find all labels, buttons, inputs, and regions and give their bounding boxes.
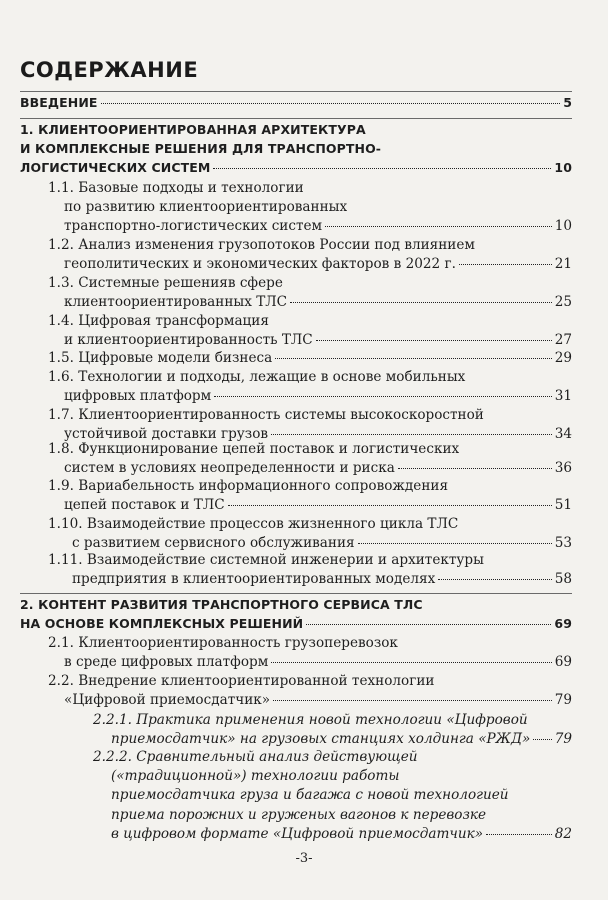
toc-page-number: 79 [554,731,572,748]
toc-entry-title: транспортно-логистических систем [64,218,323,235]
toc-page-number: 31 [554,388,572,405]
toc-entry-title: геополитических и экономических факторов в 2022 г. [64,256,456,273]
toc-entry-1-2[interactable] [48,236,572,274]
toc-entry-1-1[interactable] [48,179,572,237]
dot-leader [306,624,551,625]
dot-leader [486,834,552,835]
toc-entry-title: клиентоориентированных ТЛС [64,294,288,311]
toc-entry-intro[interactable] [20,93,572,112]
toc-entry-title: 2.2.1. Практика применения новой технологии «Цифровой [93,712,528,728]
divider [20,593,572,594]
toc-entry-title: с развитием сервисного обслуживания [72,535,355,552]
toc-entry-1-8[interactable] [48,440,572,478]
toc-entry-title: И КОМПЛЕКСНЫЕ РЕШЕНИЯ ДЛЯ ТРАНСПОРТНО- [20,141,382,157]
toc-entry-1-9[interactable] [48,477,572,515]
toc-entry-1-6[interactable] [48,368,572,406]
dot-leader [228,505,552,506]
toc-entry-title: 1.8. Функционирование цепей поставок и логистических [48,441,460,457]
page-number: -3- [295,851,313,866]
toc-entry-title: и клиентоориентированность ТЛС [64,332,313,349]
toc-entry-title: («традиционной») технологии работы [111,768,400,785]
toc-entry-title: 1.1. Базовые подходы и технологии [48,180,304,196]
toc-page-number: 29 [554,350,572,366]
toc-page-number: 21 [554,256,572,273]
toc-entry-title: приемосдатчика груза и багажа с новой технологией [111,787,509,804]
toc-page-number: 5 [563,95,572,110]
dot-leader [398,468,552,469]
toc-entry-title: 1.11. Взаимодействие системной инженерии и архитектуры [48,552,484,568]
toc-page-number: 10 [554,218,572,235]
toc-page-number: 25 [554,294,572,311]
toc-entry-title: цепей поставок и ТЛС [64,497,225,514]
toc-page-number: 51 [554,497,572,514]
toc-entry-1-4[interactable] [48,312,572,350]
toc-entry-title: систем в условиях неопределенности и риска [64,460,395,477]
toc-entry-title: ЛОГИСТИЧЕСКИХ СИСТЕМ [20,160,211,176]
dot-leader [271,434,552,435]
toc-entry-1-11[interactable] [48,551,572,589]
toc-entry-chapter-2[interactable] [20,595,572,633]
toc-entry-title: 1.7. Клиентоориентированность системы высокоскоростной [48,407,484,423]
toc-page-number: 58 [554,571,572,588]
toc-entry-title: предприятия в клиентоориентированных моделях [72,571,436,588]
divider [20,118,572,119]
toc-page-number: 82 [554,825,572,842]
toc-page-number: 10 [554,160,572,176]
toc-entry-title: по развитию клиентоориентированных [64,199,348,216]
toc-entry-title: 1.3. Системные решенияв сфере [48,275,283,291]
toc-entry-title: устойчивой доставки грузов [64,426,269,443]
toc-entry-title: 2.1. Клиентоориентированность грузоперевозок [48,635,398,651]
toc-entry-title: «Цифровой приемосдатчик» [64,692,271,709]
toc-entry-title: 2.2.2. Сравнительный анализ действующей [93,749,418,765]
dot-leader [271,662,551,663]
toc-entry-title: цифровых платформ [64,388,212,405]
dot-leader [358,543,552,544]
toc-page-number: 53 [554,535,572,552]
toc-page-number: 27 [554,332,572,349]
toc-page-number: 79 [554,692,572,709]
dot-leader [275,358,551,359]
toc-entry-1-7[interactable] [48,406,572,444]
toc-entry-title: в среде цифровых платформ [64,654,269,671]
dot-leader [533,739,551,740]
dot-leader [213,168,551,169]
toc-entry-title: НА ОСНОВЕ КОМПЛЕКСНЫХ РЕШЕНИЙ [20,616,304,632]
dot-leader [101,103,561,104]
toc-entry-1-10[interactable] [48,515,572,553]
toc-page-number: 69 [554,616,572,632]
dot-leader [459,264,552,265]
dot-leader [214,396,551,397]
toc-entry-title: 1.4. Цифровая трансформация [48,313,269,329]
toc-entry-title: 1.2. Анализ изменения грузопотоков России под влиянием [48,237,475,253]
toc-page-number: 34 [554,426,572,443]
toc-entry-chapter-1[interactable] [20,120,572,178]
toc-entry-title: ВВЕДЕНИЕ [20,95,98,110]
toc-page-number: 69 [554,654,572,671]
toc-page-number: 36 [554,460,572,477]
toc-entry-title: 1. КЛИЕНТООРИЕНТИРОВАННАЯ АРХИТЕКТУРА [20,122,366,137]
toc-entry-1-3[interactable] [48,274,572,312]
dot-leader [316,340,552,341]
toc-entry-title: 2.2. Внедрение клиентоориентированной технологии [48,673,435,689]
divider [20,91,572,92]
toc-entry-title: 2. КОНТЕНТ РАЗВИТИЯ ТРАНСПОРТНОГО СЕРВИСА ТЛС [20,597,423,612]
toc-entry-2-2-2[interactable] [93,748,572,844]
toc-entry-title: 1.6. Технологии и подходы, лежащие в основе мобильных [48,369,466,385]
toc-entry-title: 1.9. Вариабельность информационного сопровождения [48,478,449,494]
toc-entry-2-1[interactable] [48,634,572,672]
toc-entry-title: приемосдатчик» на грузовых станциях холдинга «РЖД» [111,731,531,748]
dot-leader [325,226,552,227]
toc-entry-title: в цифровом формате «Цифровой приемосдатчик» [111,825,484,842]
toc-entry-title: 1.5. Цифровые модели бизнеса [48,350,273,366]
toc-entry-title: приема порожних и груженых вагонов к перевозке [111,806,487,823]
toc-entry-title: 1.10. Взаимодействие процессов жизненного цикла ТЛС [48,516,459,532]
dot-leader [438,579,551,580]
dot-leader [273,700,552,701]
page-title: СОДЕРЖАНИЕ [20,58,199,82]
toc-entry-2-2-1[interactable] [93,711,572,749]
toc-entry-1-5[interactable] [48,349,572,368]
toc-entry-2-2[interactable] [48,672,572,710]
dot-leader [290,302,552,303]
